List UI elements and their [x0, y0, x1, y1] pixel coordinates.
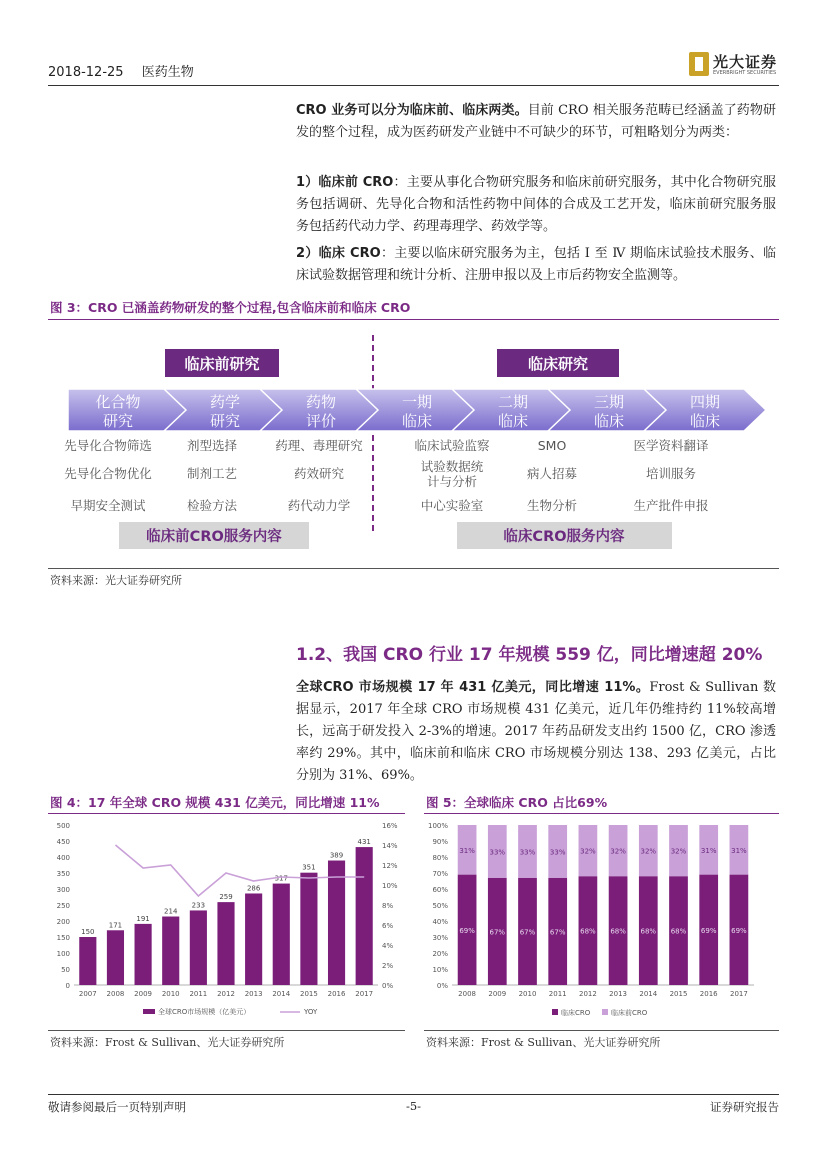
fig5-preclinical-label: 32%: [640, 847, 657, 856]
fig4-legend-line-label: YOY: [304, 1008, 318, 1016]
fig4-y2-tick: 12%: [382, 862, 398, 870]
process-step-line2: 评价: [305, 412, 337, 430]
fig4-bar: [273, 884, 290, 985]
service-grid-cell: 先导化合物优化: [64, 466, 152, 481]
fig3-title: 图 3：CRO 已涵盖药物研发的整个过程,包含临床前和临床 CRO: [50, 300, 411, 315]
fig4-bar-label: 171: [108, 921, 123, 930]
process-step-line1: 一期: [401, 393, 433, 411]
fig4-bar-label: 150: [81, 928, 95, 936]
fig4-bar-label: 214: [164, 907, 178, 916]
fig4-title-rule: [48, 813, 405, 814]
process-step-line1: 三期: [593, 393, 625, 411]
fig4-y-tick: 400: [56, 854, 70, 862]
service-grid-cell: 早期安全测试: [70, 498, 146, 513]
fig5-preclinical-label: 33%: [519, 848, 536, 857]
fig4-y-tick: 100: [56, 950, 70, 958]
service-grid-cell: 剂型选择: [186, 438, 238, 453]
fig5-legend-clinical-swatch: [552, 1009, 558, 1015]
fig5-source-rule: [424, 1030, 779, 1031]
fig4-source: 资料来源：Frost & Sullivan、光大证券研究所: [50, 1036, 285, 1049]
fig4-x-tick: 2014: [272, 990, 291, 998]
fig5-y-tick: 60%: [432, 886, 448, 894]
logo-name: 光大证券: [713, 53, 778, 71]
fig4-bar: [245, 893, 262, 985]
preclinical-header: [165, 349, 279, 377]
clinical-header-label: 临床研究: [527, 355, 589, 373]
process-step-line2: 临床: [401, 412, 433, 430]
fig4-y-tick: 150: [56, 934, 70, 942]
fig5-y-tick: 0%: [436, 982, 448, 990]
fig5-bars: [458, 825, 749, 998]
fig4-x-tick: 2007: [78, 990, 97, 998]
fig4-y2-tick: 4%: [382, 942, 394, 950]
fig4-y-tick: 500: [56, 822, 70, 830]
item2-lead: 2）临床 CRO: [296, 246, 381, 261]
clinical-header: [497, 349, 619, 377]
item2-paragraph: [296, 243, 776, 287]
fig4-x-tick: 2010: [161, 990, 180, 998]
process-arrows: [68, 389, 766, 431]
logo-mark-icon: [689, 52, 709, 76]
fig5-chart: [424, 815, 779, 1025]
item1-paragraph: [296, 172, 776, 238]
fig4-y-tick: 0: [65, 982, 70, 990]
fig4-y-tick: 350: [56, 870, 70, 878]
section-paragraph: [296, 677, 776, 787]
fig5-x-tick: 2015: [669, 990, 688, 998]
fig5-clinical-label: 68%: [640, 927, 657, 936]
fig5-source: 资料来源：Frost & Sullivan、光大证券研究所: [426, 1036, 661, 1049]
fig5-x-tick: 2014: [639, 990, 658, 998]
fig4-x-tick: 2009: [134, 990, 153, 998]
fig5-y-tick: 50%: [432, 902, 448, 910]
process-step-line2: 临床: [593, 412, 625, 430]
fig3-source-rule: [48, 568, 779, 569]
fig4-bar-label: 191: [136, 914, 150, 923]
fig5-clinical-label: 69%: [700, 926, 717, 935]
fig5-y-tick: 30%: [432, 934, 448, 942]
fig5-preclinical-label: 33%: [549, 848, 566, 857]
logo-sub: EVERBRIGHT SECURITIES: [713, 70, 777, 76]
service-grid-cell: 药理、毒理研究: [275, 438, 363, 453]
fig5-clinical-label: 67%: [549, 928, 566, 937]
fig4-y-tick: 300: [56, 886, 70, 894]
fig4-x-tick: 2008: [106, 990, 125, 998]
process-step-line1: 药物: [305, 393, 337, 411]
fig5-x-tick: 2011: [548, 990, 567, 998]
fig4-bar: [328, 861, 345, 985]
fig4-chart: [48, 815, 408, 1025]
fig5-x-tick: 2017: [729, 990, 748, 998]
intro-lead: CRO 业务可以分为临床前、临床两类。: [296, 103, 528, 118]
fig5-preclinical-label: 33%: [489, 848, 506, 857]
fig4-x-tick: 2016: [327, 990, 346, 998]
fig4-x-tick: 2017: [355, 990, 374, 998]
section-title: 1.2、我国 CRO 行业 17 年规模 559 亿，同比增速超 20%: [296, 645, 763, 665]
service-grid-cell: 生物分析: [526, 498, 578, 513]
service-grid-cell: 检验方法: [186, 498, 238, 513]
fig4-bar: [162, 917, 179, 985]
fig4-y2-tick: 2%: [382, 962, 394, 970]
fig4-bars: [79, 838, 373, 998]
fig4-y-tick: 200: [56, 918, 70, 926]
fig5-x-tick: 2009: [488, 990, 507, 998]
fig5-y-tick: 40%: [432, 918, 448, 926]
fig5-x-tick: 2010: [518, 990, 537, 998]
fig4-yoy-line: [115, 845, 364, 896]
fig5-clinical-label: 69%: [731, 926, 747, 935]
fig4-bar: [300, 873, 317, 985]
fig4-legend-bar-label: 全球CRO市场规模（亿美元）: [158, 1008, 251, 1016]
fig4-bar: [135, 924, 152, 985]
service-grid-cell: 医学资料翻译: [633, 438, 709, 453]
fig4-bar-label: 317: [274, 874, 288, 883]
fig4-legend-bar-swatch: [143, 1009, 155, 1014]
fig5-legend-clinical-label: 临床CRO: [561, 1009, 591, 1017]
fig5-legend: [552, 1008, 648, 1017]
fig5-y-tick: 20%: [432, 950, 448, 958]
fig5-clinical-label: 69%: [459, 926, 475, 935]
fig4-legend: [143, 1007, 318, 1016]
service-grid-cell: 临床试验监察: [414, 438, 490, 453]
preclinical-header-label: 临床前研究: [184, 355, 260, 373]
intro-paragraph: [296, 100, 776, 144]
fig5-x-tick: 2016: [699, 990, 718, 998]
fig5-clinical-label: 68%: [610, 927, 626, 936]
fig4-y-tick: 450: [56, 838, 70, 846]
preclinical-service-bar: [119, 522, 309, 549]
fig4-bar-label: 431: [357, 838, 371, 847]
fig4-x-tick: 2011: [189, 990, 208, 998]
item1-lead: 1）临床前 CRO: [296, 175, 394, 190]
fig4-y2-tick: 8%: [382, 902, 394, 910]
fig4-bar-label: 233: [191, 901, 206, 910]
fig5-y-tick: 10%: [432, 966, 448, 974]
service-grid-cell: 制剂工艺: [186, 466, 238, 481]
page-footer: [48, 1094, 779, 1114]
fig4-bar: [107, 930, 124, 985]
fig5-x-tick: 2012: [578, 990, 597, 998]
process-step-line2: 临床: [497, 412, 529, 430]
service-grid-cell: 药代动力学: [287, 498, 351, 513]
header-left: [48, 61, 208, 80]
service-grid-cell: 药效研究: [293, 466, 345, 481]
fig5-legend-preclinical-swatch: [602, 1009, 608, 1015]
footer-report-type: 证券研究报告: [710, 1100, 779, 1114]
fig4-x-tick: 2013: [244, 990, 263, 998]
fig5-preclinical-label: 31%: [731, 846, 747, 855]
service-grid-cell: 病人招募: [526, 466, 578, 481]
fig4-y-tick: 50: [61, 966, 70, 974]
fig5-y-tick: 100%: [427, 822, 448, 830]
fig5-preclinical-label: 32%: [580, 847, 596, 856]
footer-disclaimer: 敬请参阅最后一页特别声明: [48, 1100, 186, 1114]
page-number: -5-: [405, 1099, 422, 1113]
process-step-line1: 四期: [689, 393, 721, 411]
item2-rest: ：主要以临床研究服务为主，包括 Ⅰ 至 Ⅳ 期临床试验技术服务、临床试验数据管理和统计分析、注册申报以及上市后药物安全监测等。: [296, 246, 776, 283]
process-step-line2: 研究: [209, 412, 241, 430]
process-step-line1: 二期: [497, 393, 529, 411]
fig3-title-rule: [48, 319, 779, 320]
fig4-bar-label: 389: [329, 851, 344, 860]
fig5-preclinical-label: 32%: [670, 847, 687, 856]
service-grid-cell: SMO: [537, 438, 567, 453]
service-grid-cell: 生产批件申报: [633, 498, 709, 513]
item1-rest: ：主要从事化合物研究服务和临床前研究服务，其中化合物研究服务包括调研、先导化合物和活性药物中间体的合成及工艺开发，临床前研究服务服务包括药代动力学、药理毒理学、药效学等。: [296, 175, 776, 234]
fig5-preclinical-label: 31%: [459, 846, 475, 855]
fig4-x-tick: 2015: [299, 990, 318, 998]
fig4-title: 图 4：17 年全球 CRO 规模 431 亿美元，同比增速 11%: [50, 795, 380, 810]
fig5-y-tick: 90%: [432, 838, 448, 846]
fig5-clinical-label: 68%: [670, 927, 687, 936]
process-step-line1: 药学: [209, 393, 241, 411]
fig4-source-rule: [48, 1030, 405, 1031]
service-grid-cell: 试验数据统: [420, 459, 484, 474]
fig5-y-tick: 70%: [432, 870, 448, 878]
process-step-line2: 研究: [102, 412, 134, 430]
fig4-yoy-polyline: [115, 845, 364, 896]
fig5-preclinical-label: 31%: [700, 846, 717, 855]
service-grid-cell: 先导化合物筛选: [64, 438, 152, 453]
preclinical-service-label: 临床前CRO服务内容: [146, 529, 282, 545]
fig4-bar: [356, 847, 373, 985]
process-step-line2: 临床: [689, 412, 721, 430]
service-grid-cell: 培训服务: [645, 466, 697, 481]
fig3-source: 资料来源：光大证券研究所: [50, 574, 182, 587]
fig5-clinical-label: 67%: [519, 928, 536, 937]
fig5-preclinical-label: 32%: [610, 847, 626, 856]
section-para-lead: 全球CRO 市场规模 17 年 431 亿美元，同比增速 11%。: [296, 680, 650, 695]
fig5-legend-preclinical-label: 临床前CRO: [611, 1009, 648, 1017]
fig5-title-rule: [424, 813, 779, 814]
fig5-y-tick: 80%: [432, 854, 448, 862]
clinical-service-bar: [457, 522, 672, 549]
fig5-clinical-label: 67%: [489, 928, 506, 937]
fig4-bar-label: 259: [219, 893, 233, 902]
fig5-x-tick: 2008: [458, 990, 477, 998]
report-sector: 医药生物: [141, 65, 194, 80]
section-para-rest: Frost & Sullivan 数据显示，2017 年全球 CRO 市场规模 431 亿美元，近几年仍维持约 11%较高增长，远高于研发投入 2-3%的增速。2017 年药品研发支出约 1500 亿，CRO 渗透率约 29%。其中，临床前和临床 CRO 市场规模分别达 138、293 亿美元，占比分别为 31%、69%。: [296, 680, 776, 783]
fig3-diagram: [48, 325, 779, 565]
fig4-bar-label: 351: [302, 863, 316, 872]
fig4-y2-tick: 0%: [382, 982, 394, 990]
service-grid: [64, 438, 709, 513]
fig4-y2-tick: 6%: [382, 922, 394, 930]
fig4-bar: [217, 902, 234, 985]
fig5-clinical-label: 68%: [580, 927, 596, 936]
fig4-bar: [190, 910, 207, 985]
service-grid-cell-cont: 计与分析: [426, 474, 478, 489]
fig4-y-tick: 250: [56, 902, 70, 910]
report-date: 2018-12-25: [48, 65, 124, 80]
fig4-y2-tick: 16%: [382, 822, 398, 830]
fig5-x-tick: 2013: [609, 990, 628, 998]
fig5-title: 图 5：全球临床 CRO 占比69%: [426, 795, 608, 810]
service-grid-cell: 中心实验室: [420, 498, 484, 513]
process-step-line1: 化合物: [95, 393, 141, 411]
company-logo: [689, 50, 779, 80]
clinical-service-label: 临床CRO服务内容: [503, 529, 625, 545]
fig4-bar: [79, 937, 96, 985]
fig4-y2-tick: 14%: [382, 842, 398, 850]
intro-rest: 目前 CRO 相关服务范畴已经涵盖了药物研发的整个过程，成为医药研发产业链中不可缺少的环节，可粗略划分为两类：: [296, 103, 776, 140]
page-header: [48, 50, 779, 86]
fig4-bar-label: 286: [246, 884, 261, 893]
fig4-x-tick: 2012: [217, 990, 235, 998]
fig4-y2-tick: 10%: [382, 882, 398, 890]
